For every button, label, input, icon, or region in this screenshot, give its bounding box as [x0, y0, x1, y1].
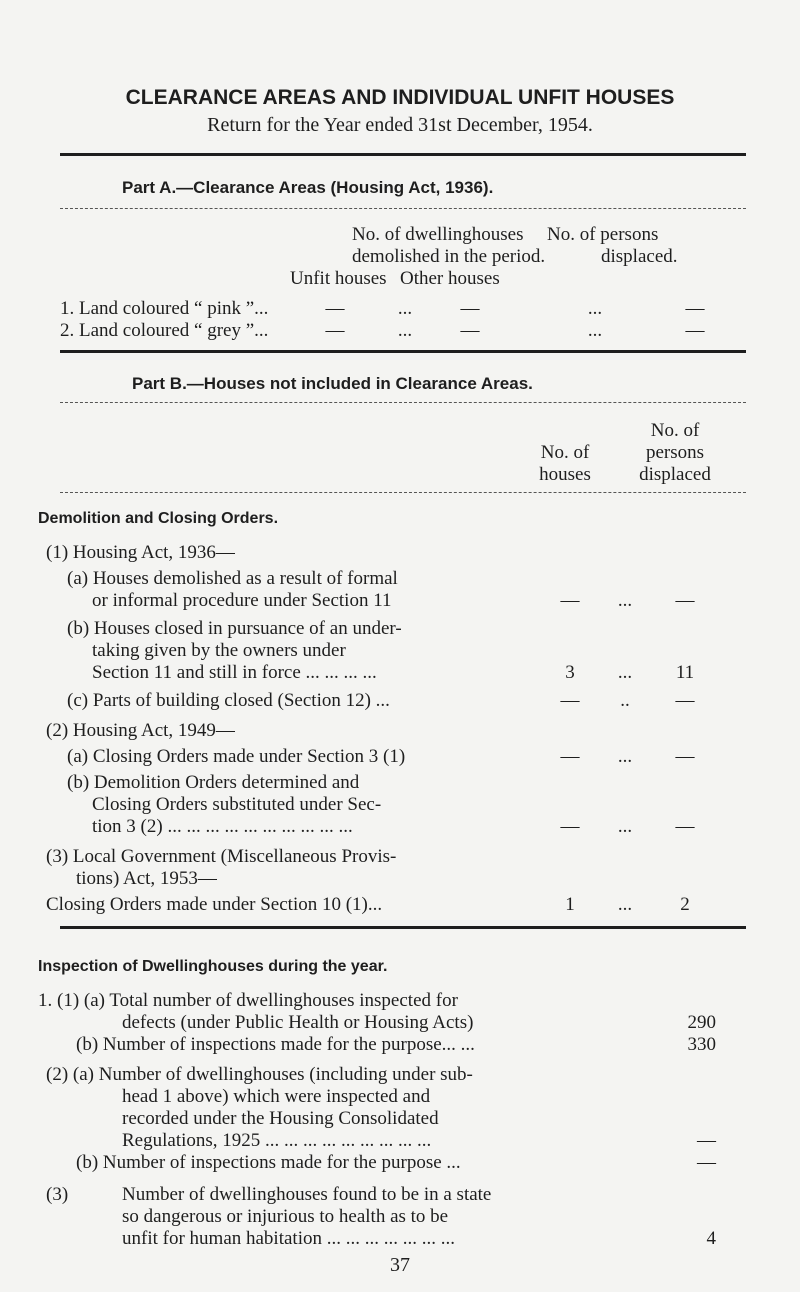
- col-dwellings-header: demolished in the period.: [352, 246, 546, 267]
- section-heading: Inspection of Dwellinghouses during the year.: [38, 958, 388, 975]
- act-heading: (2) Housing Act, 1949—: [46, 720, 235, 741]
- houses-value: —: [560, 746, 580, 767]
- item-text: (a) Houses demolished as a result of formal: [67, 568, 398, 589]
- persons-value: 11: [675, 662, 695, 683]
- inspection-value: —: [697, 1152, 716, 1173]
- item-text: Closing Orders made under Section 10 (1)...: [46, 894, 383, 915]
- item-text: (a) Closing Orders made under Section 3 (1): [67, 746, 406, 767]
- col-unfit-header: Unfit houses: [290, 268, 387, 289]
- ellipsis: ...: [617, 746, 633, 767]
- page-subtitle: Return for the Year ended 31st December, 1954.: [207, 114, 593, 136]
- part-a-other-value: —: [460, 320, 480, 341]
- ellipsis: ...: [617, 816, 633, 837]
- ellipsis: ...: [397, 298, 413, 319]
- item-text: taking given by the owners under: [92, 640, 346, 661]
- part-b-heading: Part B.—Houses not included in Clearance Areas.: [132, 374, 533, 393]
- act-heading: tions) Act, 1953—: [76, 868, 217, 889]
- divider: [60, 402, 746, 403]
- item-text: so dangerous or injurious to health as to be: [122, 1206, 449, 1227]
- ellipsis: ...: [617, 662, 633, 683]
- divider: [60, 492, 746, 493]
- divider: [60, 153, 746, 156]
- item-text: (b) Number of inspections made for the purpose... ...: [76, 1034, 475, 1055]
- col-other-header: Other houses: [400, 268, 500, 289]
- ellipsis: ...: [617, 590, 633, 611]
- item-text: (b) Houses closed in pursuance of an under-: [67, 618, 402, 639]
- ellipsis: ...: [617, 894, 633, 915]
- act-heading: (3) Local Government (Miscellaneous Provis-: [46, 846, 397, 867]
- item-text: or informal procedure under Section 11: [92, 590, 392, 611]
- inspection-value: 4: [706, 1228, 716, 1249]
- section-heading: Demolition and Closing Orders.: [38, 510, 279, 527]
- persons-value: —: [675, 690, 695, 711]
- col-persons-header: persons: [645, 442, 705, 463]
- col-houses-header: No. of: [540, 442, 590, 463]
- part-a-persons-value: —: [685, 298, 705, 319]
- page-number: 37: [390, 1254, 410, 1276]
- item-text: (b) Number of inspections made for the purpose ...: [76, 1152, 461, 1173]
- item-text: recorded under the Housing Consolidated: [122, 1108, 439, 1129]
- item-text: unfit for human habitation ... ... ... ... ... ... ...: [122, 1228, 455, 1249]
- ellipsis: ...: [587, 320, 603, 341]
- item-text: Regulations, 1925 ... ... ... ... ... ... ... ... ...: [122, 1130, 432, 1151]
- col-dwellings-header: No. of dwellinghouses: [352, 224, 524, 245]
- item-text: defects (under Public Health or Housing Acts): [122, 1012, 474, 1033]
- houses-value: 3: [565, 662, 575, 683]
- part-a-persons-value: —: [685, 320, 705, 341]
- ellipsis: ...: [587, 298, 603, 319]
- inspection-value: 330: [687, 1034, 716, 1055]
- part-a-unfit-value: —: [325, 320, 345, 341]
- part-a-row-label: 1. Land coloured “ pink ”...: [60, 298, 269, 319]
- inspection-value: —: [697, 1130, 716, 1151]
- item-text: (c) Parts of building closed (Section 12) ...: [67, 690, 390, 711]
- col-persons-header: displaced.: [601, 246, 678, 267]
- persons-value: —: [675, 590, 695, 611]
- col-persons-header: No. of: [650, 420, 700, 441]
- houses-value: —: [560, 816, 580, 837]
- houses-value: 1: [565, 894, 575, 915]
- item-text: Number of dwellinghouses found to be in a state: [122, 1184, 492, 1205]
- item-number: (3): [46, 1184, 69, 1205]
- inspection-value: 290: [687, 1012, 716, 1033]
- part-a-row-label: 2. Land coloured “ grey ”...: [60, 320, 269, 341]
- item-text: Closing Orders substituted under Sec-: [92, 794, 382, 815]
- divider: [60, 208, 746, 209]
- persons-value: 2: [680, 894, 690, 915]
- item-text: head 1 above) which were inspected and: [122, 1086, 431, 1107]
- houses-value: —: [560, 590, 580, 611]
- ellipsis: ..: [620, 690, 630, 711]
- item-text: tion 3 (2) ... ... ... ... ... ... ... ... ... ...: [92, 816, 353, 837]
- part-a-heading: Part A.—Clearance Areas (Housing Act, 1936).: [122, 178, 494, 197]
- item-text: (b) Demolition Orders determined and: [67, 772, 360, 793]
- item-text: Section 11 and still in force ... ... ... ...: [92, 662, 377, 683]
- part-a-other-value: —: [460, 298, 480, 319]
- divider: [60, 926, 746, 929]
- col-persons-header: No. of persons: [547, 224, 659, 245]
- persons-value: —: [675, 816, 695, 837]
- persons-value: —: [675, 746, 695, 767]
- houses-value: —: [560, 690, 580, 711]
- act-heading: (1) Housing Act, 1936—: [46, 542, 235, 563]
- part-a-unfit-value: —: [325, 298, 345, 319]
- item-text: (2) (a) Number of dwellinghouses (including under sub-: [46, 1064, 473, 1085]
- divider: [60, 350, 746, 353]
- col-persons-header: displaced: [639, 464, 711, 485]
- col-houses-header: houses: [539, 464, 591, 485]
- page-title: CLEARANCE AREAS AND INDIVIDUAL UNFIT HOUSES: [125, 86, 675, 109]
- ellipsis: ...: [397, 320, 413, 341]
- item-text: 1. (1) (a) Total number of dwellinghouses inspected for: [38, 990, 458, 1011]
